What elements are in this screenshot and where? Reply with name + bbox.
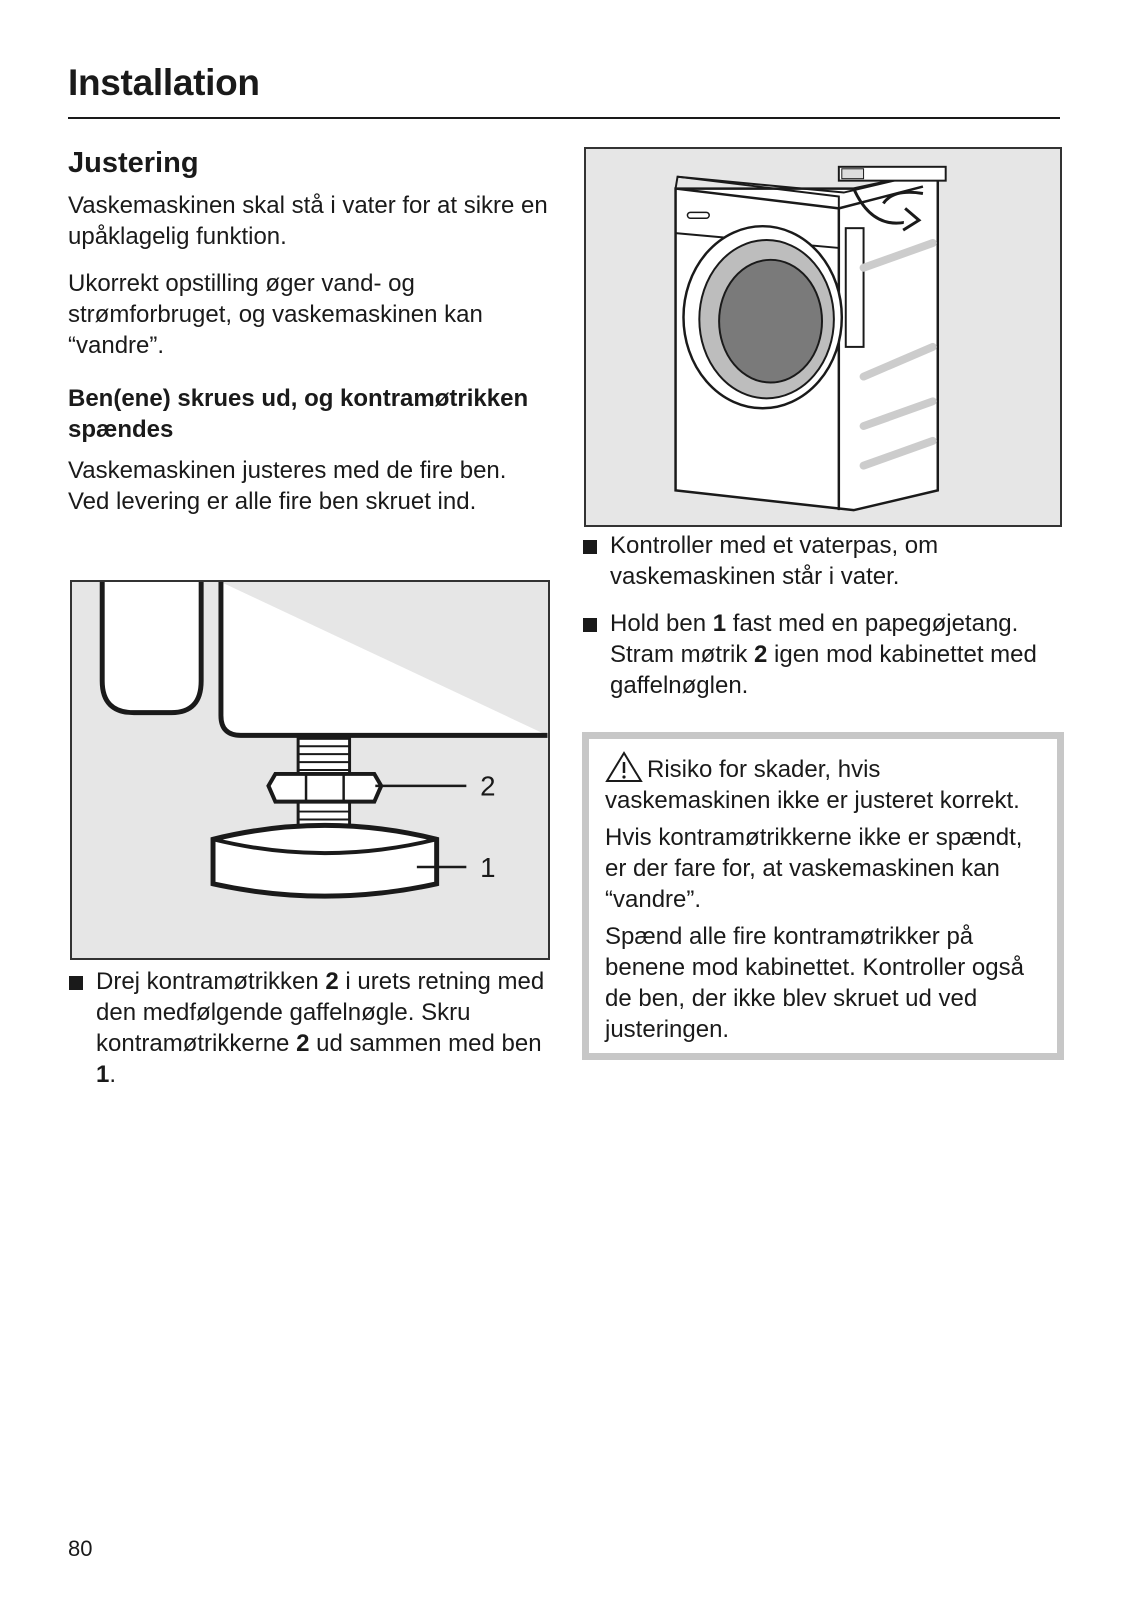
subheading: Ben(ene) skrues ud, og kontramøtrikken spændes [68,385,529,443]
washing-machine-figure [584,147,1062,527]
leg-illustration [72,582,548,958]
bullet-hold-leg: Hold ben 1 fast med en papegøjetang. Stram møtrik 2 igen mod kabinettet med gaffelnøglen. [582,608,1062,701]
warning-triangle-icon [605,751,643,783]
warning-content [589,739,1057,1053]
right-bullets [582,530,1062,717]
foot-label: 1 [480,851,496,883]
nut-label: 2 [480,770,496,802]
left-column [68,142,550,533]
washing-machine-illustration [586,149,1060,525]
section-heading: Justering [68,147,199,179]
warning-line-2: Hvis kontramøtrikkerne ikke er spændt, er der fare for, at vaskemaskinen kan “vandre”. [605,824,1023,913]
header-divider [68,117,1060,119]
warning-paragraph: Ukorrekt opstilling øger vand- og strømforbruget, og vaskemaskinen kan “vandre”. [68,270,483,359]
leg-adjustment-figure [70,580,550,960]
left-bullets [68,966,550,1106]
warning-line-3: Spænd alle fire kontramøtrikker på benene mod kabinettet. Kontroller også de ben, der ikke blev skruet ud ved justeringen. [605,923,1024,1043]
adjust-paragraph: Vaskemaskinen justeres med de fire ben. Ved levering er alle fire ben skruet ind. [68,457,507,515]
warning-box [582,732,1064,1060]
warning-line-1: Risiko for skader, hvis vaskemaskinen ikke er justeret korrekt. [605,751,1041,816]
bullet-turn-nut: Drej kontramøtrikken 2 i urets retning med den medfølgende gaffelnøgle. Skru kontramøtrikkerne 2 ud sammen med ben 1. [68,966,550,1090]
page-title: Installation [68,62,260,103]
intro-paragraph: Vaskemaskinen skal stå i vater for at sikre en upåklagelig funktion. [68,192,548,250]
bullet-check-level: Kontroller med et vaterpas, om vaskemaskinen står i vater. [582,530,1062,592]
page-number: 80 [68,1536,93,1561]
